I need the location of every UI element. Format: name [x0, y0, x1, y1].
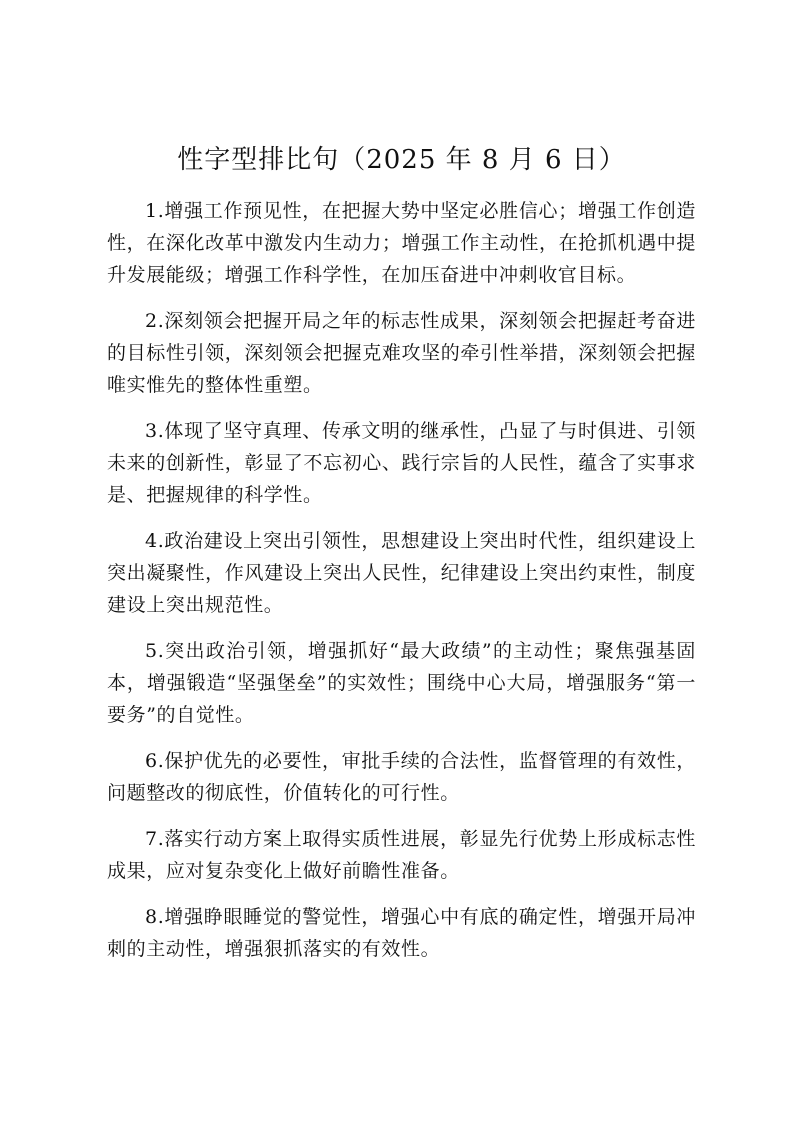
paragraph-2: 2.深刻领会把握开局之年的标志性成果，深刻领会把握赶考奋进的目标性引领，深刻领会把握克难攻坚的牵引性举措，深刻领会把握唯实惟先的整体性重塑。 — [107, 310, 696, 396]
paragraph-1: 1.增强工作预见性，在把握大势中坚定必胜信心；增强工作创造性，在深化改革中激发内生动力；增强工作主动性，在抢抓机遇中提升发展能级；增强工作科学性，在加压奋进中冲刺收官目标。 — [107, 200, 696, 286]
paragraph-3: 3.体现了坚守真理、传承文明的继承性，凸显了与时俱进、引领未来的创新性，彰显了不忘初心、践行宗旨的人民性，蕴含了实事求是、把握规律的科学性。 — [107, 420, 696, 506]
paragraph-5: 5.突出政治引领，增强抓好“最大政绩”的主动性；聚焦强基固本，增强锻造“坚强堡垒”的实效性；围绕中心大局，增强服务“第一要务”的自觉性。 — [107, 640, 696, 726]
paragraph-6: 6.保护优先的必要性，审批手续的合法性，监督管理的有效性，问题整改的彻底性，价值转化的可行性。 — [107, 750, 696, 804]
paragraph-8: 8.增强睁眼睡觉的警觉性，增强心中有底的确定性，增强开局冲刺的主动性，增强狠抓落实的有效性。 — [107, 906, 696, 960]
paragraph-4: 4.政治建设上突出引领性，思想建设上突出时代性，组织建设上突出凝聚性，作风建设上突出人民性，纪律建设上突出约束性，制度建设上突出规范性。 — [107, 530, 696, 616]
paragraph-7: 7.落实行动方案上取得实质性进展，彰显先行优势上形成标志性成果，应对复杂变化上做好前瞻性准备。 — [107, 828, 696, 882]
document-title: 性字型排比句（2025 年 8 月 6 日） — [177, 145, 626, 175]
